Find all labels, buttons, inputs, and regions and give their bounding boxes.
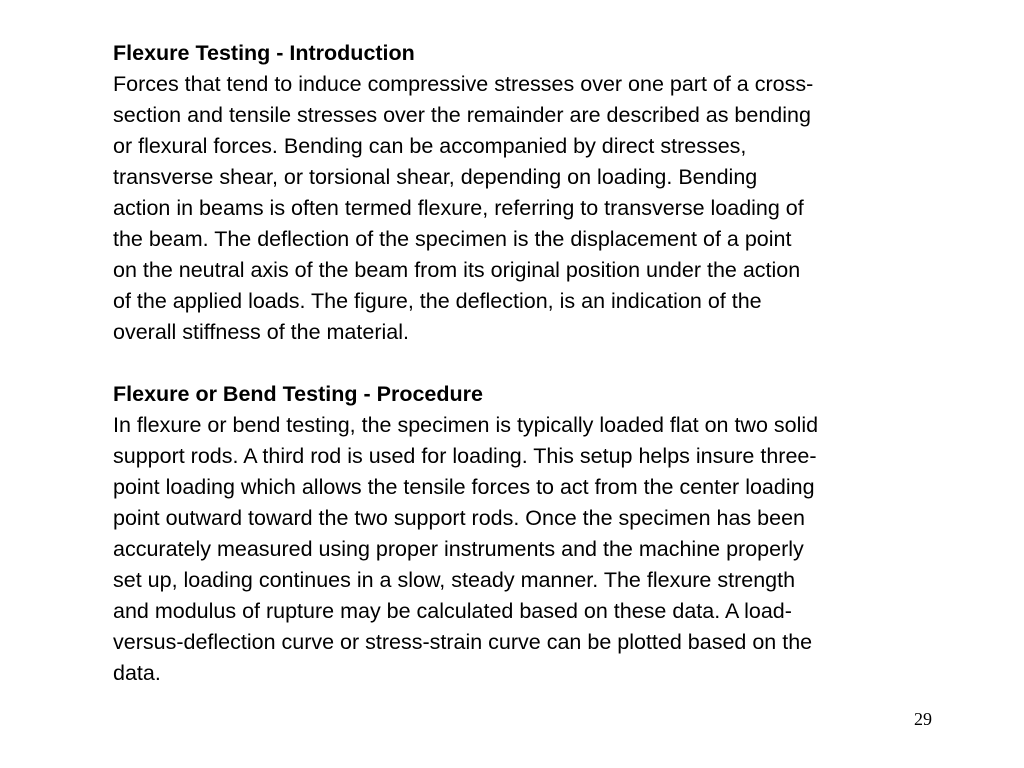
section-body <box>113 69 963 348</box>
body-line: versus-deflection curve or stress-strain curve can be plotted based on the <box>113 630 813 654</box>
body-line: the beam. The deflection of the specimen is the displacement of a point <box>113 227 792 251</box>
body-line: Forces that tend to induce compressive stresses over one part of a cross- <box>113 72 814 96</box>
body-line: point outward toward the two support rods. Once the specimen has been <box>113 506 805 530</box>
body-line: point loading which allows the tensile forces to act from the center loading <box>113 475 815 499</box>
section-procedure <box>113 379 963 689</box>
body-line: In flexure or bend testing, the specimen is typically loaded flat on two solid <box>113 413 819 437</box>
slide-text <box>113 38 963 689</box>
body-line: and modulus of rupture may be calculated based on these data. A load- <box>113 599 792 623</box>
body-line: accurately measured using proper instruments and the machine properly <box>113 537 804 561</box>
body-line: on the neutral axis of the beam from its original position under the action <box>113 258 801 282</box>
body-line: support rods. A third rod is used for loading. This setup helps insure three- <box>113 444 817 468</box>
body-line: transverse shear, or torsional shear, depending on loading. Bending <box>113 165 758 189</box>
section-heading: Flexure Testing - Introduction <box>113 41 415 65</box>
body-line: action in beams is often termed flexure, referring to transverse loading of <box>113 196 804 220</box>
body-line: overall stiffness of the material. <box>113 320 409 344</box>
body-line: or flexural forces. Bending can be accompanied by direct stresses, <box>113 134 747 158</box>
section-spacer <box>113 348 963 379</box>
section-heading: Flexure or Bend Testing - Procedure <box>113 382 483 406</box>
section-introduction <box>113 38 963 348</box>
page-number: 29 <box>914 709 932 729</box>
section-body <box>113 410 963 689</box>
body-line: data. <box>113 661 161 685</box>
body-line: set up, loading continues in a slow, steady manner. The flexure strength <box>113 568 796 592</box>
body-line: section and tensile stresses over the remainder are described as bending <box>113 103 811 127</box>
body-line: of the applied loads. The figure, the deflection, is an indication of the <box>113 289 762 313</box>
